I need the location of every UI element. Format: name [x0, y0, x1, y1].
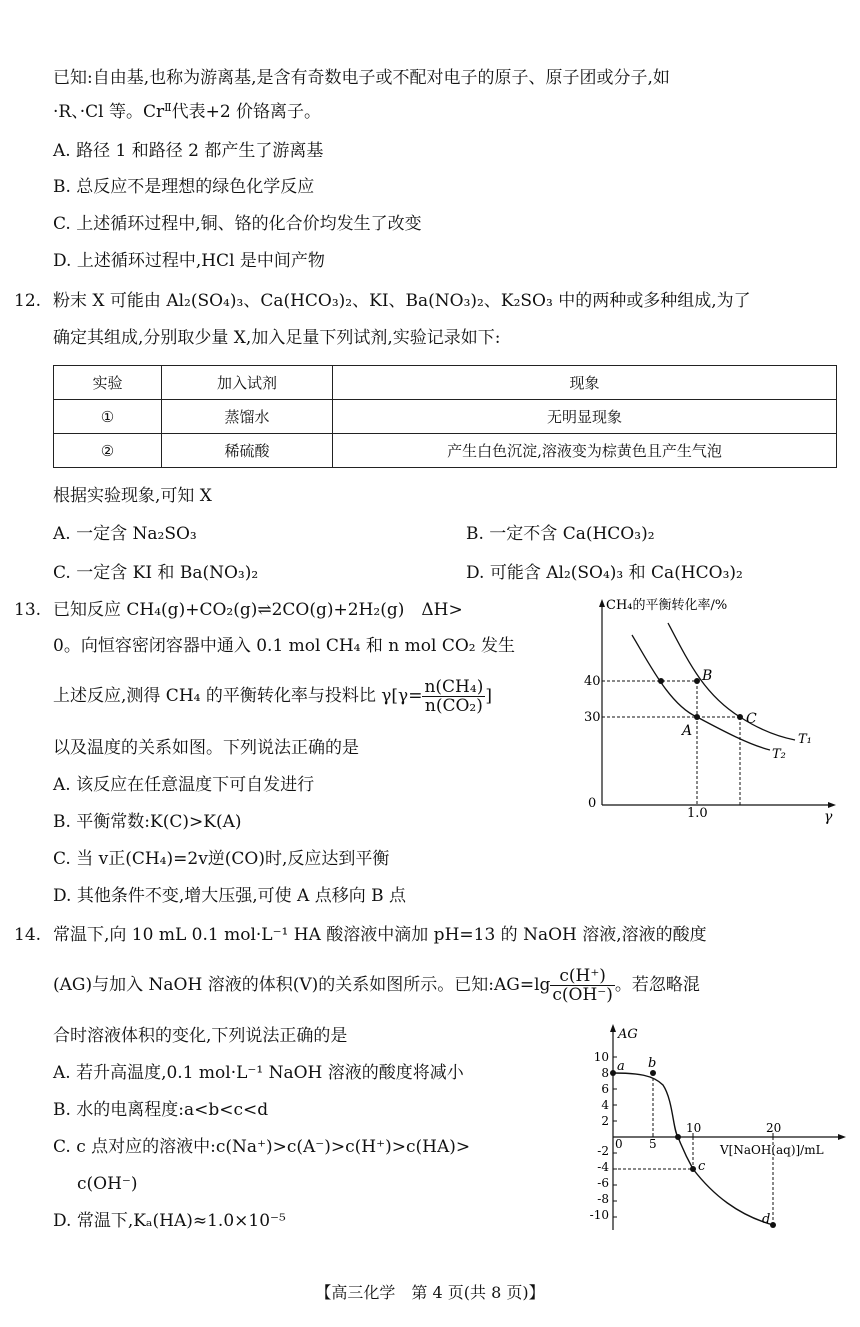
q12-number: 12. — [14, 291, 42, 311]
q13-option-c: C. 当 v正(CH₄)=2v逆(CO)时,反应达到平衡 — [53, 849, 390, 869]
q13-option-b: B. 平衡常数:K(C)>K(A) — [53, 812, 242, 832]
experiment-table — [53, 365, 837, 468]
q14-stem-3: 合时溶液体积的变化,下列说法正确的是 — [53, 1026, 348, 1046]
point-c — [690, 1166, 696, 1172]
x-tick-label: 0 — [615, 1137, 623, 1151]
y-tick-label: 30 — [584, 710, 601, 725]
q13-stem-3: 上述反应,测得 CH₄ 的平衡转化率与投料比 γ[γ= $\frac{\text{n(CH₄)}}{\text{n(CO₂)}}$ ] — [53, 677, 492, 716]
x-axis-arrow — [838, 1134, 846, 1140]
q14-option-a: A. 若升高温度,0.1 mol·L⁻¹ NaOH 溶液的酸度将减小 — [53, 1063, 464, 1083]
point-label: B — [702, 668, 713, 684]
table-header: 实验 — [54, 366, 162, 400]
q13-stem-4: 以及温度的关系如图。下列说法正确的是 — [53, 738, 359, 758]
y-axis-label: CH₄的平衡转化率/% — [606, 598, 728, 613]
q12-stem-2: 确定其组成,分别取少量 X,加入足量下列试剂,实验记录如下: — [53, 328, 501, 348]
q12-option-a: A. 一定含 Na₂SO₃ — [53, 524, 197, 544]
y-tick-label: 4 — [601, 1098, 609, 1112]
curve-label: T₂ — [772, 747, 786, 762]
y-tick-label: 40 — [584, 674, 601, 689]
y-axis-arrow — [599, 599, 605, 607]
point-a — [694, 714, 700, 720]
q14-option-b: B. 水的电离程度:a<b<c<d — [53, 1100, 269, 1120]
x-axis-label: γ — [824, 809, 833, 825]
y-tick-label: 8 — [601, 1066, 609, 1080]
q13-option-a: A. 该反应在任意温度下可自发进行 — [53, 775, 315, 795]
ag-fraction: $\frac{c(H^+)}{c(OH^-)}$ — [552, 966, 613, 1005]
y-tick-label: 2 — [601, 1114, 609, 1128]
q11-option-a: A. 路径 1 和路径 2 都产生了游离基 — [53, 141, 324, 161]
x-tick-label: 10 — [686, 1121, 702, 1135]
point-c — [737, 714, 743, 720]
q11-option-b: B. 总反应不是理想的绿色化学反应 — [53, 177, 315, 197]
q13-stem-2: 0。向恒容密闭容器中通入 0.1 mol CH₄ 和 n mol CO₂ 发生 — [53, 636, 516, 656]
y-tick-label: 10 — [593, 1050, 609, 1064]
y-tick-label: -2 — [597, 1144, 609, 1158]
point-label: c — [698, 1159, 706, 1174]
intro-line-1: 已知:自由基,也称为游离基,是含有奇数电子或不配对电子的原子、原子团或分子,如 — [53, 68, 670, 88]
y-tick-label: -8 — [597, 1192, 609, 1206]
x-tick-label: 20 — [766, 1121, 782, 1135]
table-cell: ① — [54, 400, 162, 434]
table-row — [54, 400, 837, 434]
q14-chart — [578, 1020, 848, 1240]
y-ticks — [590, 1050, 610, 1222]
point-label: d — [762, 1212, 771, 1227]
q14-stem-1: 常温下,向 10 mL 0.1 mol·L⁻¹ HA 酸溶液中滴加 pH=13 的 NaOH 溶液,溶液的酸度 — [53, 925, 707, 945]
q14-option-c-2: c(OH⁻) — [77, 1174, 138, 1194]
point-d — [770, 1222, 776, 1228]
q12-option-b: B. 一定不含 Ca(HCO₃)₂ — [466, 524, 655, 544]
q14-stem-2: (AG)与加入 NaOH 溶液的体积(V)的关系如图所示。已知:AG=lg $\frac{c(H^+)}{c(OH^-)}$ 。若忽略混 — [53, 966, 700, 1005]
point-b — [694, 678, 700, 684]
point-label: a — [617, 1059, 625, 1074]
point-label: C — [746, 711, 757, 727]
q12-stem-1: 粉末 X 可能由 Al₂(SO₄)₃、Ca(HCO₃)₂、KI、Ba(NO₃)₂、K₂SO₃ 中的两种或多种组成,为了 — [53, 291, 751, 311]
data-point — [658, 678, 664, 684]
curve-label: T₁ — [798, 732, 812, 747]
gamma-fraction: $\frac{\text{n(CH₄)}}{\text{n(CO₂)}}$ — [424, 677, 484, 716]
table-header: 现象 — [333, 366, 837, 400]
point-label: A — [682, 723, 693, 739]
x-axis-arrow — [828, 802, 836, 808]
table-header-row — [54, 366, 837, 400]
page-footer: 【高三化学 第 4 页(共 8 页)】 — [315, 1283, 545, 1302]
q11-option-d: D. 上述循环过程中,HCl 是中间产物 — [53, 251, 325, 271]
q14-option-c-1: C. c 点对应的溶液中:c(Na⁺)>c(A⁻)>c(H⁺)>c(HA)> — [53, 1137, 471, 1157]
q12-option-d: D. 可能含 Al₂(SO₄)₃ 和 Ca(HCO₃)₂ — [466, 563, 743, 583]
y-axis-label: AG — [618, 1027, 638, 1042]
intro-line-2: ·R、·Cl 等。$Cr^Ⅱ$代表+2 价铬离子。 — [53, 101, 322, 122]
x-tick-label: 5 — [649, 1137, 657, 1151]
table-cell: 稀硫酸 — [162, 434, 333, 468]
table-cell: 蒸馏水 — [162, 400, 333, 434]
q13-stem-1: 已知反应 CH₄(g)+CO₂(g)⇌2CO(g)+2H₂(g) ΔH> — [53, 600, 463, 620]
q13-option-d: D. 其他条件不变,增大压强,可使 A 点移向 B 点 — [53, 886, 407, 906]
y-tick-label: -10 — [589, 1208, 609, 1222]
q11-option-c: C. 上述循环过程中,铜、铬的化合价均发生了改变 — [53, 214, 422, 234]
q14-number: 14. — [14, 925, 42, 945]
q13-number: 13. — [14, 600, 42, 620]
point-label: b — [648, 1056, 657, 1071]
q12-option-c: C. 一定含 KI 和 Ba(NO₃)₂ — [53, 563, 259, 583]
data-point — [675, 1134, 681, 1140]
table-row — [54, 434, 837, 468]
curve-t2 — [632, 635, 770, 750]
x-tick-label: 1.0 — [687, 806, 708, 821]
x-axis-label: V[NaOH(aq)]/mL — [720, 1143, 824, 1157]
y-tick-label: 6 — [601, 1082, 609, 1096]
table-header: 加入试剂 — [162, 366, 333, 400]
y-tick-label: 0 — [588, 796, 597, 811]
y-tick-label: -6 — [597, 1176, 609, 1190]
table-cell: 产生白色沉淀,溶液变为棕黄色且产生气泡 — [333, 434, 837, 468]
q14-option-d: D. 常温下,Kₐ(HA)≈1.0×10⁻⁵ — [53, 1211, 286, 1231]
table-cell: 无明显现象 — [333, 400, 837, 434]
y-tick-label: -4 — [597, 1160, 609, 1174]
y-axis-arrow — [610, 1024, 616, 1032]
table-cell: ② — [54, 434, 162, 468]
q12-lead: 根据实验现象,可知 X — [53, 486, 212, 506]
q13-chart — [580, 595, 840, 825]
point-a — [610, 1070, 616, 1076]
